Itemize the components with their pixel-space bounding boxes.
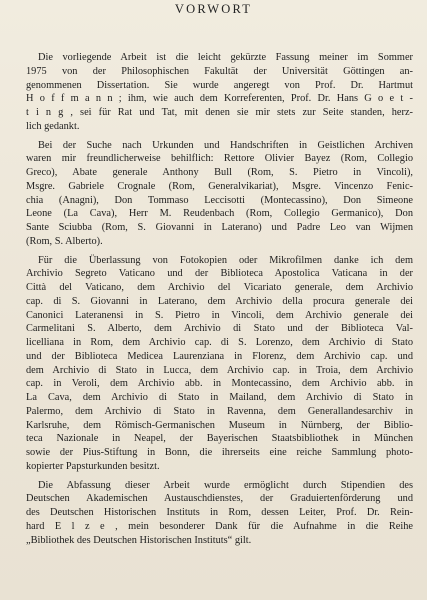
text-line: des Deutschen Historischen Instituts in Rom, dessen Leiter, Prof. Dr. Rein- bbox=[26, 507, 413, 518]
text-line: hard E l z e , mein besonderer Dank für die Aufnahme in die Reihe bbox=[26, 520, 413, 532]
text-line: lich gedankt. bbox=[26, 120, 80, 132]
text-line: La Cava, dem Archivio di Stato in Mailand, dem Archivio di Stato in bbox=[26, 392, 413, 403]
text-line: sowie der Pius-Stiftung in Bonn, die ihrerseits eine reiche Sammlung photo- bbox=[26, 447, 413, 458]
text-line: (Rom, S. Alberto). bbox=[26, 235, 103, 247]
text-line: genommenen Dissertation. Sie wurde angeregt von Prof. Dr. Hartmut bbox=[26, 79, 413, 91]
paragraph-3 bbox=[26, 254, 413, 474]
text-line: licelliana in Rom, dem Archivio cap. di S. Lorenzo, dem Archivio di Stato bbox=[26, 337, 413, 348]
text-line: Canonici Lateranensi in S. Pietro in Vincoli, dem Archivio generale dei bbox=[26, 309, 413, 321]
page-title: VORWORT bbox=[174, 2, 253, 16]
text-line: cap. in Veroli, dem Archivio abb. in Montecassino, dem Archivio abb. in bbox=[26, 378, 413, 390]
text-line: Archivio Segreto Vaticano und der Biblioteca Apostolica Vaticana in der bbox=[26, 268, 413, 280]
text-line: chia (Anagni), Don Tommaso Leccisotti (Montecassino), Don Simeone bbox=[26, 194, 413, 206]
text-line: t i n g , sei für Rat und Tat, mit denen sie mir stets zur Seite standen, herz- bbox=[26, 107, 413, 118]
text-line: kopierter Papsturkunden besitzt. bbox=[26, 460, 160, 472]
text-line: Greco), Abate generale Anthony Bull (Rom, S. Pietro in Vincoli), bbox=[26, 167, 413, 178]
paragraph-2 bbox=[26, 139, 413, 249]
text-line: Città del Vaticano, dem Archivio del Vicariato generale, dem Archivio bbox=[26, 282, 413, 293]
text-line: Für die Überlassung von Fotokopien oder Mikrofilmen danke ich dem bbox=[38, 254, 413, 266]
text-line: 1975 von der Philosophischen Fakultät der Universität Göttingen an- bbox=[26, 65, 413, 77]
paragraph-4 bbox=[26, 479, 413, 548]
text-line: Msgre. Gabriele Crognale (Rom, Generalvikariat), Msgre. Vincenzo Fenic- bbox=[26, 180, 413, 192]
text-line: Bei der Suche nach Urkunden und Handschriften in Geistlichen Archiven bbox=[38, 139, 413, 151]
text-line: dem Archivio di Stato in Lucca, dem Archivio cap. in Troia, dem Archivio bbox=[26, 364, 413, 376]
text-line: Palermo, dem Archivio di Stato in Ravenna, dem Generallandesarchiv in bbox=[26, 405, 413, 417]
text-line: teca Nazionale in Neapel, der Bayerischen Staatsbibliothek in München bbox=[26, 433, 413, 445]
text-line: Die vorliegende Arbeit ist die leicht gekürzte Fassung meiner im Sommer bbox=[38, 52, 413, 63]
text-line: und der Biblioteca Medicea Laurenziana in Florenz, dem Archivio cap. und bbox=[26, 350, 413, 362]
text-line: „Bibliothek des Deutschen Historischen Instituts“ gilt. bbox=[26, 534, 252, 546]
text-line: cap. di S. Giovanni in Laterano, dem Archivio della procura generale dei bbox=[26, 295, 413, 307]
text-line: Die Abfassung dieser Arbeit wurde ermöglicht durch Stipendien des bbox=[38, 479, 413, 491]
text-line: waren mir freundlicherweise behilflich: Rettore Olivier Bayez (Rom, Collegio bbox=[26, 153, 413, 165]
text-line: Karlsruhe, dem Römisch-Germanischen Museum in Nürnberg, der Biblio- bbox=[26, 419, 413, 431]
text-line: Leone (La Cava), Herr M. Reudenbach (Rom, Collegio Germanico), Don bbox=[26, 208, 413, 220]
paragraph-1 bbox=[26, 51, 413, 134]
preface-body bbox=[26, 51, 413, 547]
text-line: Sante Sciubba (Rom, S. Giovanni in Laterano) und Padre Leo van Wijmen bbox=[26, 222, 413, 233]
text-line: Carmelitani S. Alberto, dem Archivio di Stato und der Biblioteca Val- bbox=[26, 323, 413, 335]
text-line: Deutschen Akademischen Austauschdienstes, der Graduiertenförderung und bbox=[26, 493, 413, 505]
text-line: H o f f m a n n ; ihm, wie auch dem Korreferenten, Prof. Dr. Hans G o e t - bbox=[26, 93, 413, 105]
